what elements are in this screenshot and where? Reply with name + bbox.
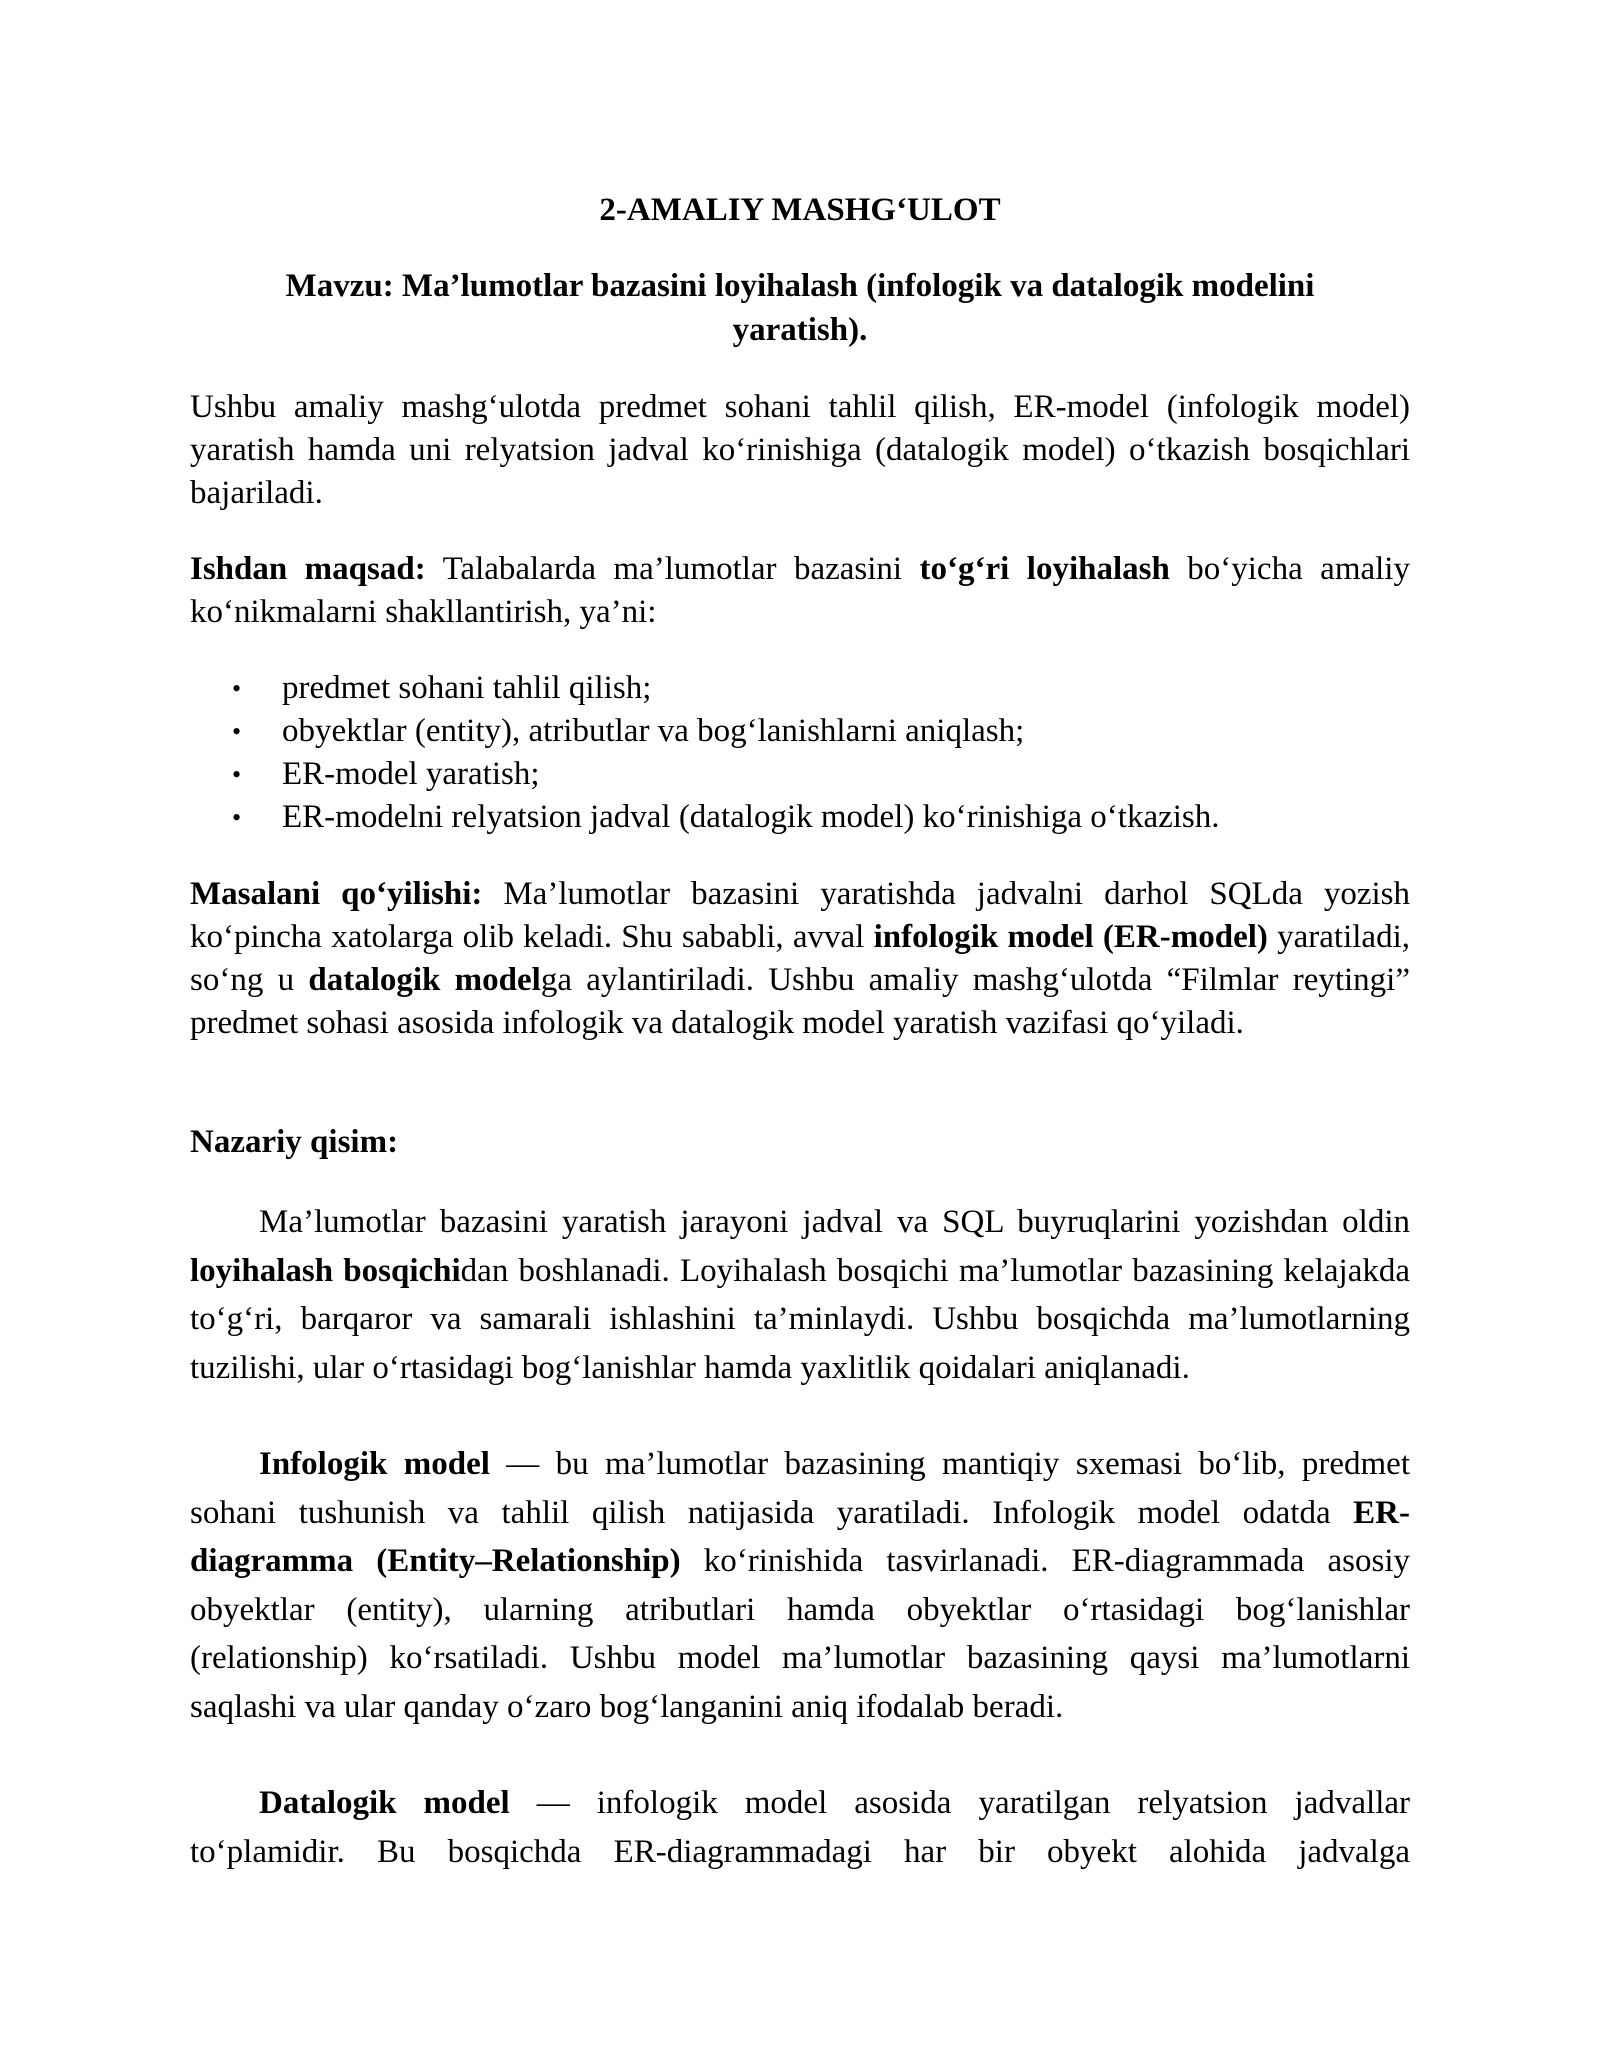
theory1-text-2: dan boshlanadi. Loyihalash bosqichi ma’lumotlar bazasining kelajakda to‘g‘ri, barqaror va samarali ishlashini ta’minlaydi. Ushbu bosqichda ma’lumotlarning tuzilishi, ular o‘rtasidagi bog‘lanishlar hamda yaxlitlik qoidalari aniqlanadi. — [190, 1252, 1410, 1386]
theory2-text-2: ko‘rinishida tasvirlanadi. ER-diagrammada asosiy obyektlar (entity), ularning atributlari hamda obyektlar o‘rtasidagi bog‘lanishlar (relationship) ko‘rsatiladi. Ushbu model ma’lumotlar bazasining qaysi ma’lumotlarni saqlashi va ular qanday o‘zaro bog‘langanini aniq ifodalab beradi. — [190, 1543, 1410, 1725]
task-text-1: Ma’lumotlar bazasini yaratishda jadvalni darhol SQLda yozish ko‘pincha xatolarga olib keladi. Shu sababli, avval — [190, 876, 1410, 955]
topic-heading-line-1: Mavzu: Ma’lumotlar bazasini loyihalash (infologik va datalogik modelini — [285, 268, 1315, 304]
goal-paragraph — [190, 548, 1410, 634]
list-item — [190, 753, 1220, 796]
bullet-icon: • — [232, 674, 242, 703]
page-title: 2-AMALIY MASHG‘ULOT — [599, 192, 1001, 228]
list-item — [190, 667, 1220, 710]
theory-paragraph-3 — [190, 1779, 1410, 1876]
goal-text-before: Talabalarda ma’lumotlar bazasini — [425, 551, 920, 587]
theory-paragraph-1 — [190, 1198, 1410, 1392]
goal-text-after: bo‘yicha amaliy ko‘nikmalarni shakllantirish, ya’ni: — [190, 551, 1410, 630]
intro-paragraph: Ushbu amaliy mashg‘ulotda predmet sohani tahlil qilish, ER-model (infologik model) yaratish hamda uni relyatsion jadval ko‘rinishiga (datalogik model) o‘tkazish bosqichlari bajariladi. — [190, 389, 1410, 511]
theory-paragraph-2 — [190, 1440, 1410, 1731]
theory3-bold-1: Datalogik model — [259, 1785, 510, 1821]
list-item-text: predmet sohani tahlil qilish; — [282, 670, 652, 706]
theory1-bold-1: loyihalash bosqichi — [190, 1252, 461, 1289]
list-item-text: ER-model yaratish; — [282, 756, 540, 792]
topic-heading-line-2: yaratish). — [732, 312, 868, 348]
theory1-text-1: Ma’lumotlar bazasini yaratish jarayoni jadval va SQL buyruqlarini yozishdan oldin — [259, 1204, 1410, 1240]
goals-list — [190, 667, 1220, 839]
task-bold-1: infologik model (ER-model) — [873, 919, 1268, 955]
list-item — [190, 796, 1220, 839]
list-item — [190, 710, 1220, 753]
theory2-bold-2: ER-diagramma (Entity–Relationship) — [190, 1494, 1410, 1579]
theory3-text-1: — infologik model asosida yaratilgan relyatsion jadvallar to‘plamidir. Bu bosqichda ER-diagrammadagi har bir obyekt alohida jadvalga — [190, 1785, 1410, 1870]
list-item-text: obyektlar (entity), atributlar va bog‘lanishlarni aniqlash; — [282, 713, 1025, 749]
bullet-icon: • — [232, 803, 242, 832]
list-item-text: ER-modelni relyatsion jadval (datalogik model) ko‘rinishiga o‘tkazish. — [282, 799, 1220, 835]
theory-heading: Nazariy qisim: — [190, 1124, 399, 1160]
topic-heading — [190, 264, 1410, 352]
task-text-3: ga aylantiriladi. Ushbu amaliy mashg‘ulotda “Filmlar reytingi” predmet sohasi asosida infologik va datalogik model yaratish vazifasi qo‘yiladi. — [190, 962, 1410, 1041]
task-label: Masalani qo‘yilishi: — [190, 876, 483, 912]
bullet-icon: • — [232, 717, 242, 746]
task-text-2: yaratiladi, so‘ng u — [190, 919, 1410, 998]
theory2-bold-1: Infologik model — [259, 1446, 490, 1482]
task-bold-2: datalogik model — [308, 962, 541, 998]
bullet-icon: • — [232, 760, 242, 789]
goal-label: Ishdan maqsad: — [190, 551, 426, 587]
goal-bold-text: to‘g‘ri loyihalash — [919, 551, 1170, 587]
task-paragraph — [190, 873, 1410, 1045]
theory2-text-1: — bu ma’lumotlar bazasining mantiqiy sxemasi bo‘lib, predmet sohani tushunish va tahlil qilish natijasida yaratiladi. Infologik model odatda — [190, 1446, 1410, 1531]
